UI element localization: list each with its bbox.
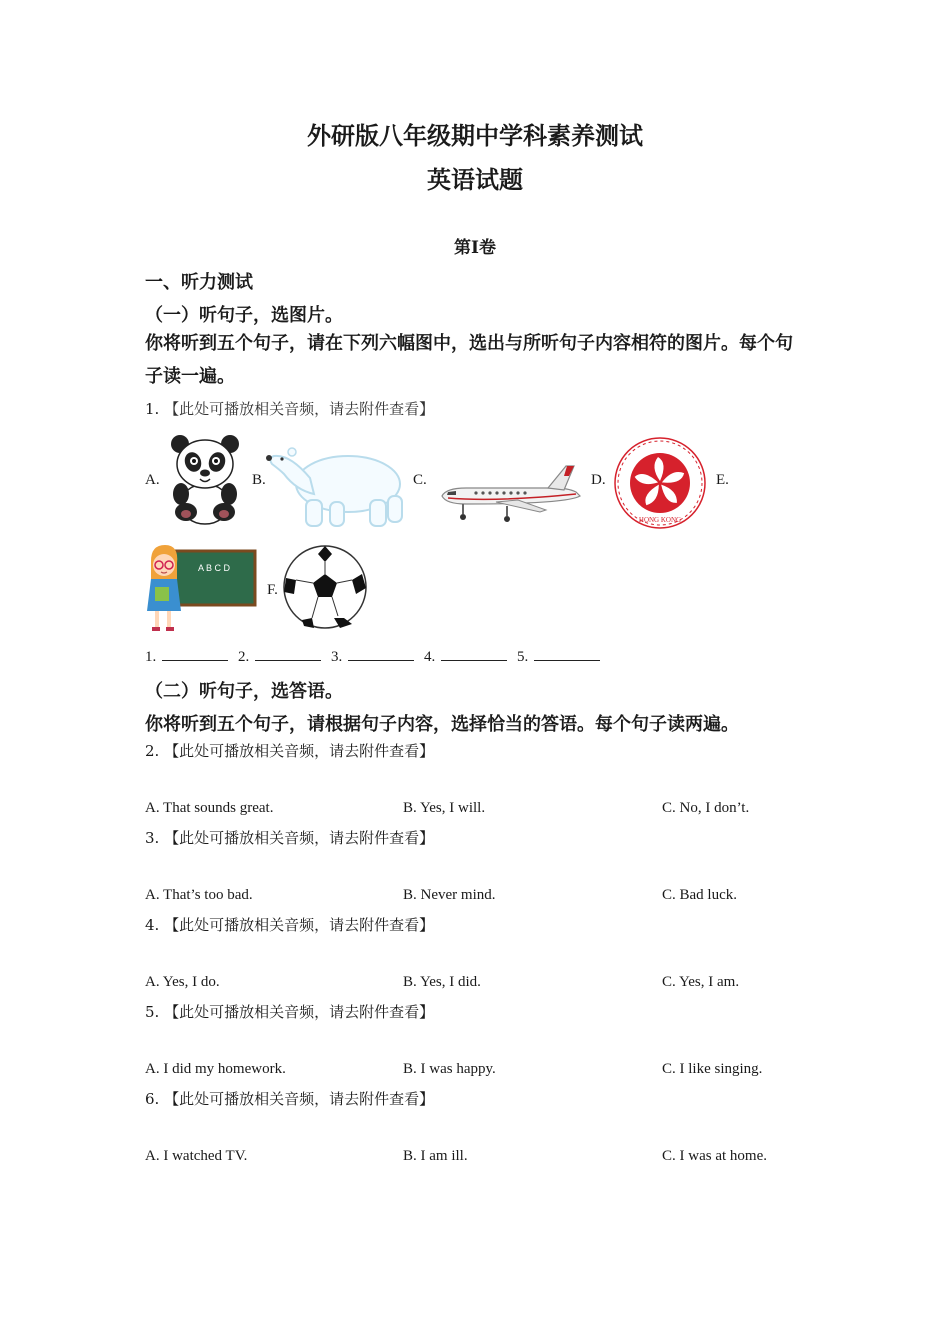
blank-label: 3. (331, 649, 343, 665)
blank-label: 5. (517, 649, 529, 665)
question-number: 4. (145, 916, 160, 934)
volume-label: 第I卷 (454, 238, 496, 258)
answer-blank[interactable] (255, 648, 321, 661)
board-text: A B C D (197, 563, 231, 573)
option-c: C. I like singing. (662, 1061, 763, 1077)
part1-instruction: 你将听到五个句子，请在下列六幅图中，选出与所听句子内容相符的图片。每个句子读一遍。 (145, 333, 793, 387)
answer-blanks (145, 648, 606, 666)
option-b: B. Yes, I will. (403, 800, 486, 816)
audio-note: 【此处可播放相关音频，请去附件查看】 (164, 829, 435, 847)
question-1 (145, 398, 434, 419)
part2-instruction: 你将听到五个句子，请根据句子内容，选择恰当的答语。每个句子读两遍。 (145, 714, 739, 735)
option-a: A. Yes, I do. (145, 974, 220, 990)
answer-blank[interactable] (348, 648, 414, 661)
answer-blank[interactable] (534, 648, 600, 661)
section-heading: 一、听力测试 (145, 272, 253, 293)
option-a: A. I watched TV. (145, 1148, 248, 1164)
picture-label-c: C. (413, 472, 427, 488)
option-c: C. No, I don’t. (662, 800, 750, 816)
question-3 (145, 827, 434, 848)
blank-label: 1. (145, 649, 157, 665)
answer-blank[interactable] (162, 648, 228, 661)
option-a: A. I did my homework. (145, 1061, 286, 1077)
page-subtitle: 英语试题 (427, 165, 523, 194)
question-number: 2. (145, 742, 160, 760)
picture-label-a: A. (145, 472, 160, 488)
option-b: B. Never mind. (403, 887, 496, 903)
option-c: C. Yes, I am. (662, 974, 740, 990)
question-number: 6. (145, 1090, 160, 1108)
part2-heading: （二）听句子，选答语。 (145, 681, 343, 702)
teacher-blackboard-icon (143, 543, 257, 633)
question-number: 3. (145, 829, 160, 847)
option-a: A. That’s too bad. (145, 887, 253, 903)
question-number: 1. (145, 400, 160, 418)
audio-note: 【此处可播放相关音频，请去附件查看】 (164, 916, 435, 934)
option-a: A. That sounds great. (145, 800, 274, 816)
audio-note: 【此处可播放相关音频，请去附件查看】 (164, 1090, 435, 1108)
question-6 (145, 1088, 434, 1109)
option-b: B. Yes, I did. (403, 974, 481, 990)
option-c: C. I was at home. (662, 1148, 767, 1164)
picture-label-f: F. (267, 582, 278, 598)
question-number: 5. (145, 1003, 160, 1021)
answer-blank[interactable] (441, 648, 507, 661)
picture-label-b: B. (252, 472, 266, 488)
hong-kong-emblem-icon (614, 437, 706, 529)
soccer-ball-icon (282, 544, 368, 630)
audio-note: 【此处可播放相关音频，请去附件查看】 (164, 742, 435, 760)
question-2 (145, 740, 434, 761)
audio-note: 【此处可播放相关音频，请去附件查看】 (164, 400, 435, 418)
part1-heading: （一）听句子，选图片。 (145, 305, 343, 326)
airplane-icon (436, 462, 584, 526)
question-5 (145, 1001, 434, 1022)
blank-label: 2. (238, 649, 250, 665)
page-title: 外研版八年级期中学科素养测试 (307, 121, 643, 150)
question-4 (145, 914, 434, 935)
picture-label-e: E. (716, 472, 729, 488)
option-b: B. I was happy. (403, 1061, 496, 1077)
polar-bear-icon (266, 444, 408, 530)
option-c: C. Bad luck. (662, 887, 737, 903)
emblem-text: HONG KONG (638, 516, 682, 524)
panda-icon (166, 432, 244, 528)
blank-label: 4. (424, 649, 436, 665)
picture-label-d: D. (591, 472, 606, 488)
audio-note: 【此处可播放相关音频，请去附件查看】 (164, 1003, 435, 1021)
option-b: B. I am ill. (403, 1148, 468, 1164)
